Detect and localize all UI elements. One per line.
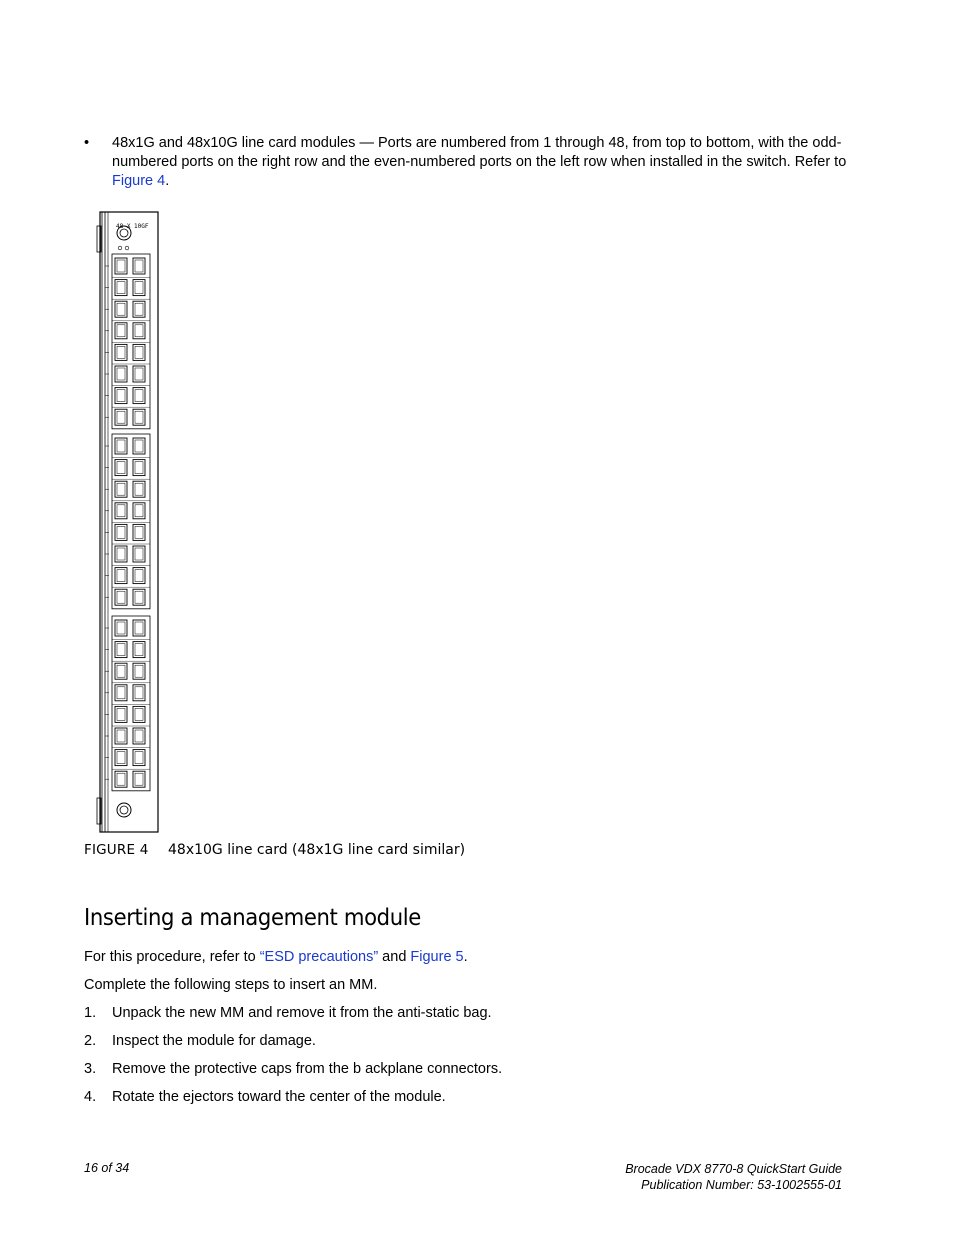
footer-page-number: 16 of 34 (84, 1161, 130, 1175)
sfp-port-cage (117, 368, 125, 380)
intro-suffix: . (463, 949, 468, 965)
sfp-port-cage (117, 505, 125, 517)
line-card-figure (96, 208, 166, 836)
sfp-port-cage (117, 526, 125, 538)
card-rail (102, 212, 105, 832)
sfp-port-cage (117, 752, 125, 764)
status-led-1 (118, 246, 122, 250)
card-frame (100, 212, 158, 832)
sfp-port-cage (117, 687, 125, 699)
footer-right (625, 1161, 842, 1193)
footer-guide-title: Brocade VDX 8770-8 QuickStart Guide (625, 1162, 842, 1176)
sfp-port-cage (135, 570, 143, 582)
sfp-port-cage (135, 526, 143, 538)
step-item (84, 1032, 316, 1050)
figure-caption (84, 842, 465, 858)
footer-publication-number: Publication Number: 53-1002555-01 (641, 1178, 842, 1192)
bottom-screw-inner (120, 806, 128, 814)
sfp-port-cage (135, 708, 143, 720)
sfp-port-cage (135, 462, 143, 474)
sfp-port-cage (117, 665, 125, 677)
sfp-port-cage (117, 325, 125, 337)
sfp-port-cage (117, 440, 125, 452)
sfp-port-cage (135, 591, 143, 603)
figure-number: FIGURE 4 (84, 842, 149, 858)
sfp-port-cage (117, 548, 125, 560)
figure-4-link[interactable]: Figure 4 (112, 173, 166, 189)
sfp-port-cage (135, 752, 143, 764)
sfp-port-cage (117, 591, 125, 603)
port-group-frame (112, 254, 150, 429)
status-led-2 (125, 246, 129, 250)
bullet-marker: • (84, 135, 90, 151)
sfp-port-cage (135, 505, 143, 517)
sfp-port-cage (117, 282, 125, 294)
sfp-port-cage (135, 325, 143, 337)
sfp-port-cage (135, 665, 143, 677)
section-title: Inserting a management module (84, 905, 421, 931)
line-card-drawing (96, 208, 166, 836)
sfp-port-cage (117, 411, 125, 423)
step-item (84, 1088, 446, 1106)
bullet-paragraph (84, 134, 854, 191)
sfp-port-cage (117, 462, 125, 474)
sfp-port-cage (117, 346, 125, 358)
sfp-port-cage (135, 440, 143, 452)
sfp-port-cage (135, 303, 143, 315)
bullet-suffix: . (165, 173, 170, 189)
port-group-frame (112, 616, 150, 791)
sfp-port-cage (117, 773, 125, 785)
esd-precautions-link[interactable]: “ESD precautions” (259, 949, 379, 965)
sfp-port-cage (135, 483, 143, 495)
step-text: Inspect the module for damage. (112, 1033, 316, 1049)
port-groups (105, 254, 150, 791)
sfp-port-cage (135, 260, 143, 272)
sfp-port-cage (135, 622, 143, 634)
intro-paragraph (84, 948, 468, 966)
sfp-port-cage (117, 570, 125, 582)
sfp-port-cage (117, 644, 125, 656)
sfp-port-cage (135, 346, 143, 358)
step-number: 3. (84, 1061, 97, 1077)
sfp-port-cage (135, 368, 143, 380)
step-number: 1. (84, 1005, 97, 1021)
step-text: Remove the protective caps from the b ackplane connectors. (112, 1061, 503, 1077)
intro-middle: and (378, 949, 411, 965)
sfp-port-cage (135, 411, 143, 423)
step-number: 4. (84, 1089, 97, 1105)
figure-5-link[interactable]: Figure 5 (410, 949, 464, 965)
lead-paragraph: Complete the following steps to insert an MM. (84, 977, 378, 993)
step-item (84, 1004, 492, 1022)
bullet-text (112, 134, 854, 191)
figure-caption-text: 48x10G line card (48x1G line card similar) (168, 842, 466, 858)
top-screw-inner (120, 229, 128, 237)
sfp-port-cage (117, 390, 125, 402)
step-number: 2. (84, 1033, 97, 1049)
sfp-port-cage (117, 260, 125, 272)
step-item (84, 1060, 502, 1078)
sfp-port-cage (135, 687, 143, 699)
sfp-port-cage (117, 483, 125, 495)
sfp-port-cage (117, 708, 125, 720)
sfp-port-cage (117, 303, 125, 315)
sfp-port-cage (135, 773, 143, 785)
card-label: 48 X 10GF (116, 223, 149, 230)
sfp-port-cage (135, 390, 143, 402)
sfp-port-cage (135, 644, 143, 656)
step-text: Unpack the new MM and remove it from the anti-static bag. (112, 1005, 492, 1021)
sfp-port-cage (135, 282, 143, 294)
sfp-port-cage (117, 622, 125, 634)
port-group-frame (112, 434, 150, 609)
sfp-port-cage (117, 730, 125, 742)
bullet-body: 48x1G and 48x10G line card modules — Ports are numbered from 1 through 48, from top to bottom, with the odd-numbered ports on the right row and the even-numbered ports on the left row when installed in the switch. Refer to (112, 135, 847, 170)
sfp-port-cage (135, 730, 143, 742)
sfp-port-cage (135, 548, 143, 560)
bottom-screw (117, 803, 131, 817)
step-text: Rotate the ejectors toward the center of the module. (112, 1089, 446, 1105)
intro-prefix: For this procedure, refer to (84, 949, 260, 965)
